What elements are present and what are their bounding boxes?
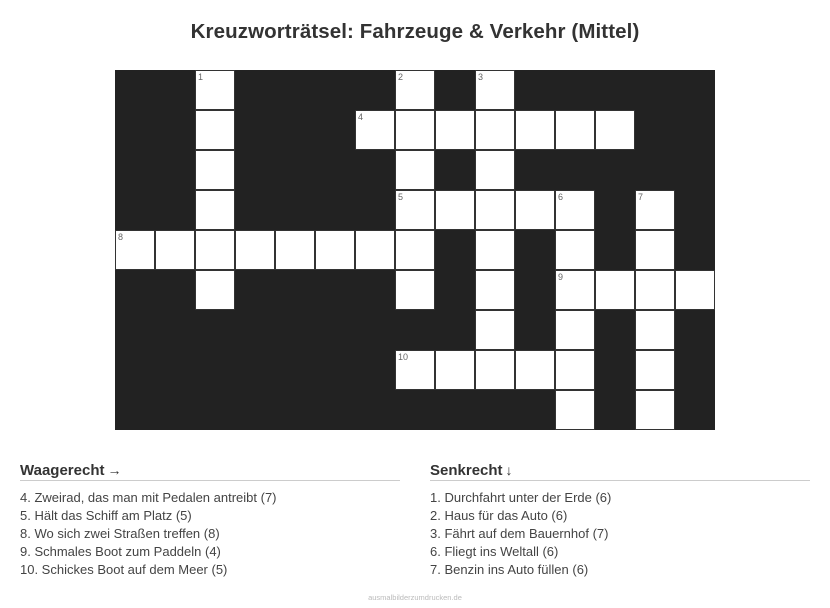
crossword-cell[interactable] (635, 350, 675, 390)
crossword-cell[interactable] (395, 150, 435, 190)
across-clue-list (20, 489, 400, 579)
clue-down-2: 2. Haus für das Auto (6) (430, 508, 568, 523)
clue-number: 8 (118, 232, 124, 242)
crossword-cell[interactable] (395, 350, 435, 390)
crossword-cell[interactable] (515, 110, 555, 150)
crossword-cell[interactable] (395, 190, 435, 230)
crossword-cell[interactable] (395, 270, 435, 310)
crossword-cell[interactable] (555, 350, 595, 390)
crossword-cell[interactable] (475, 350, 515, 390)
crossword-cell[interactable] (595, 110, 635, 150)
clue-down-1: 1. Durchfahrt unter der Erde (6) (430, 490, 612, 505)
crossword-cell[interactable] (195, 190, 235, 230)
crossword-cell[interactable] (475, 70, 515, 110)
down-heading (430, 461, 810, 481)
crossword-cell[interactable] (195, 230, 235, 270)
crossword-cell[interactable] (195, 150, 235, 190)
crossword-cell[interactable] (315, 230, 355, 270)
clue-down-3: 3. Fährt auf dem Bauernhof (7) (430, 526, 609, 541)
crossword-cell[interactable] (475, 110, 515, 150)
clue-number: 4 (358, 112, 364, 122)
crossword-cell[interactable] (635, 190, 675, 230)
crossword-cell[interactable] (475, 150, 515, 190)
clue-across-8: 8. Wo sich zwei Straßen treffen (8) (20, 526, 220, 541)
clue-across-5: 5. Hält das Schiff am Platz (5) (20, 508, 192, 523)
clue-down-6: 6. Fliegt ins Weltall (6) (430, 544, 559, 559)
crossword-cell[interactable] (515, 190, 555, 230)
crossword-cell[interactable] (475, 190, 515, 230)
crossword-cell[interactable] (355, 230, 395, 270)
crossword-cell[interactable] (435, 350, 475, 390)
crossword-cell[interactable] (195, 110, 235, 150)
arrow-right-icon: → (107, 462, 122, 478)
clue-number: 5 (398, 192, 404, 202)
crossword-cell[interactable] (635, 230, 675, 270)
page-title: Kreuzworträtsel: Fahrzeuge & Verkehr (Mittel) (190, 20, 640, 43)
crossword-cell[interactable] (555, 310, 595, 350)
crossword-cell[interactable] (475, 230, 515, 270)
crossword-cell[interactable] (155, 230, 195, 270)
clue-number: 7 (638, 192, 644, 202)
clue-across-4: 4. Zweirad, das man mit Pedalen antreibt (7) (20, 490, 277, 505)
clue-across-10: 10. Schickes Boot auf dem Meer (5) (20, 562, 228, 577)
crossword-cell[interactable] (555, 110, 595, 150)
crossword-cell[interactable] (675, 270, 715, 310)
down-heading-label: Senkrecht (430, 462, 503, 479)
crossword-cell[interactable] (435, 190, 475, 230)
across-heading-label: Waagerecht (20, 462, 105, 479)
crossword-cell[interactable] (435, 110, 475, 150)
crossword-grid (115, 70, 715, 430)
crossword-cell[interactable] (635, 270, 675, 310)
crossword-cell[interactable] (555, 230, 595, 270)
footer-credit: ausmalbilderzumdrucken.de (368, 593, 462, 602)
crossword-cell[interactable] (395, 110, 435, 150)
crossword-cell[interactable] (395, 230, 435, 270)
crossword-cell[interactable] (635, 310, 675, 350)
clue-number: 2 (398, 72, 404, 82)
crossword-cell[interactable] (195, 270, 235, 310)
across-heading (20, 461, 400, 481)
clue-number: 6 (558, 192, 564, 202)
crossword-cell[interactable] (395, 70, 435, 110)
crossword-cell[interactable] (355, 110, 395, 150)
crossword-cell[interactable] (515, 350, 555, 390)
clue-number: 9 (558, 272, 564, 282)
crossword-cell[interactable] (475, 310, 515, 350)
crossword-cell[interactable] (475, 270, 515, 310)
clue-number: 3 (478, 72, 484, 82)
crossword-cell[interactable] (555, 270, 595, 310)
across-clues-section (20, 461, 400, 579)
crossword-cell[interactable] (235, 230, 275, 270)
crossword-cell[interactable] (195, 70, 235, 110)
crossword-cell[interactable] (595, 270, 635, 310)
clue-down-7: 7. Benzin ins Auto füllen (6) (430, 562, 589, 577)
clue-number: 1 (198, 72, 204, 82)
crossword-cell[interactable] (275, 230, 315, 270)
crossword-cell[interactable] (115, 230, 155, 270)
clue-number: 10 (398, 352, 409, 362)
crossword-cell[interactable] (635, 390, 675, 430)
crossword-cell[interactable] (555, 390, 595, 430)
arrow-down-icon: ↓ (505, 462, 513, 478)
down-clues-section (430, 461, 810, 579)
clue-across-9: 9. Schmales Boot zum Paddeln (4) (20, 544, 221, 559)
down-clue-list (430, 489, 810, 579)
crossword-cell[interactable] (555, 190, 595, 230)
